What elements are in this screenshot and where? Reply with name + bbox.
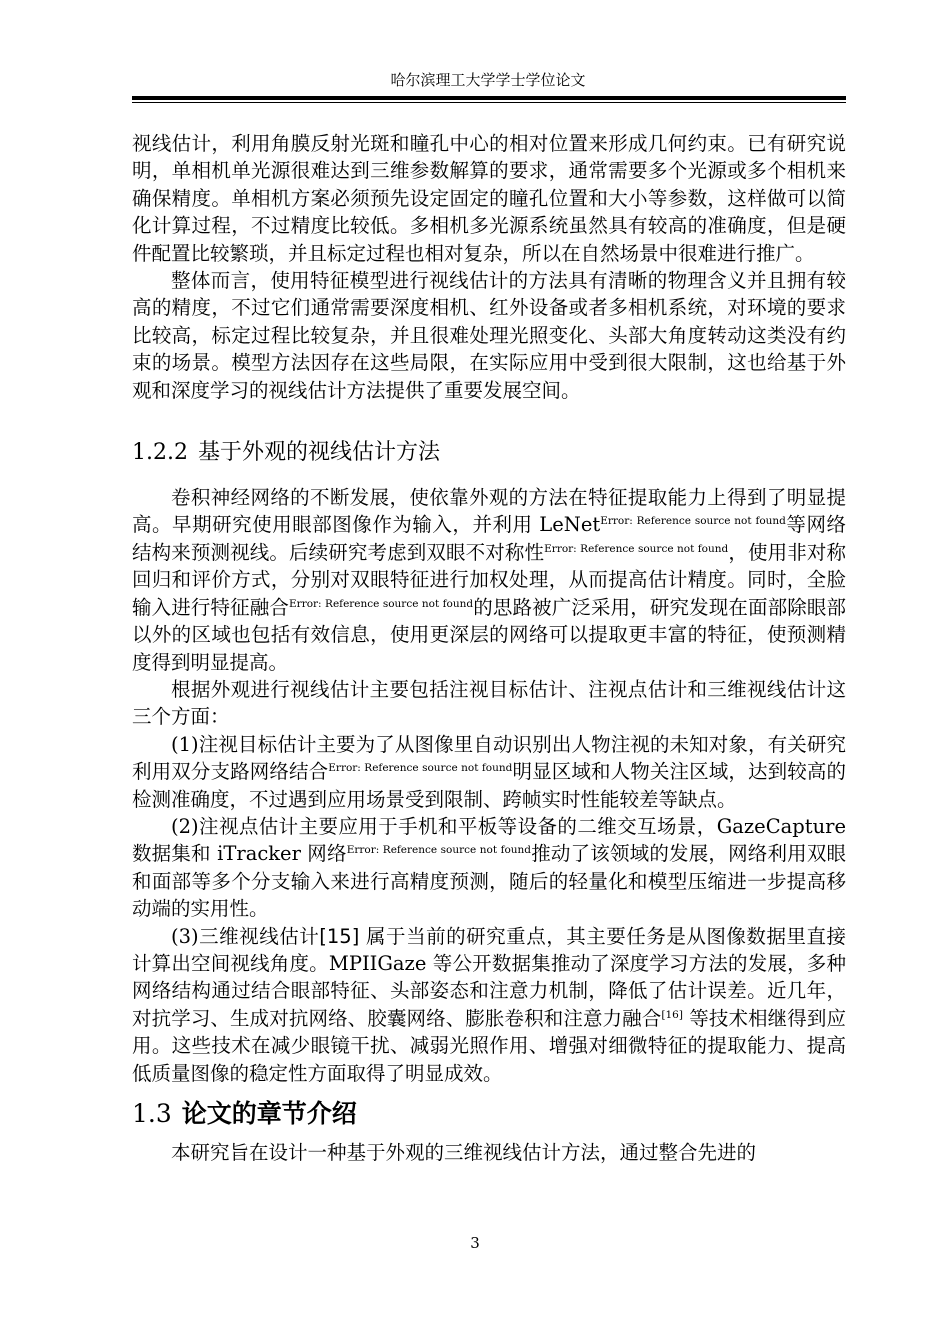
text-run: (2)注视点估计主要应用于手机和平板等设备的二维交互场景， [171,814,717,838]
citation: [15] [319,924,360,948]
page-body [132,130,846,1166]
citation-error: Error: Reference source not found [289,597,474,610]
section-title: 论文的章节介绍 [181,1099,357,1128]
text-run: ，使用非对称回归和评价方式，分别对双眼特征进行加权处理，从而提高估计精度。同时，全脸输入进行特征融合 [132,540,846,619]
text-run: 属于当前的研究重点，其主要任务是从图像数据里直接计算出空间视线角度。MPIIGaze 等公开数据集推动了深度学习方法的发展，多种网络结构通过结合眼部特征、头部姿态和注意力机制，降低了估计误差。近几年，对抗学习、生成对抗网络、胶囊网络、膨胀卷积和注意力融合 [132,924,847,1030]
intro-paragraph-2: 整体而言，使用特征模型进行视线估计的方法具有清晰的物理含义并且拥有较高的精度，不过它们通常需要深度相机、红外设备或者多相机系统，对环境的要求比较高，标定过程比较复杂，并且很难处理光照变化、头部大角度转动这类没有约束的场景。模型方法因存在这些局限，在实际应用中受到很大限制，这也给基于外观和深度学习的视线估计方法提供了重要发展空间。 [132,269,846,402]
list-item-2 [132,813,846,923]
text-run: 等技术相继得到应用。这些技术在减少眼镜干扰、减弱光照作用、增强对细微特征的提取能力、提高低质量图像的稳定性方面取得了明显成效。 [132,1006,846,1085]
text-run: (3)三维视线估计 [171,924,320,948]
text-run: (1)注视目标估计主要为了从图像里自动识别出人物注视的未知对象，有关研究利用双分支路网络结合 [132,732,846,784]
section-title: 基于外观的视线估计方法 [197,440,440,466]
section-heading-1-2-2 [132,438,846,468]
citation-error: Error: Reference source not found [328,762,513,775]
citation-error: Error: Reference source not found [346,844,532,857]
section-paragraph-1 [132,484,846,676]
citation-error: Error: Reference source not found [544,542,729,555]
text-run: 明显区域和人物关注区域，达到较高的检测准确度，不过遇到应用场景受到限制、跨帧实时性能较差等缺点。 [132,760,846,811]
citation-error: Error: Reference source not found [600,515,786,528]
text-run: 数据集和 iTracker 网络 [132,842,347,866]
citation-superscript: [16] [661,1008,683,1021]
running-header: 哈尔滨理工大学学士学位论文 [390,71,586,89]
text-run: 卷积神经网络的不断发展，使依靠外观的方法在特征提取能力上得到了明显提高。早期研究使用眼部图像作为输入，并利用 LeNet [132,486,846,537]
list-item-3 [132,923,846,1087]
header-rule-thin [132,102,846,103]
section-paragraph-2: 根据外观进行视线估计主要包括注视目标估计、注视点估计和三维视线估计这三个方面： [132,677,846,729]
header-rule-thick [132,96,846,100]
text-run: 的思路被广泛采用，研究发现在面部除眼部以外的区域也包括有效信息，使用更深层的网络可以提取更丰富的特征，使预测精度得到明显提高。 [132,595,846,674]
text-run: 等网络结构来预测视线。后续研究考虑到双眼不对称性 [132,513,846,564]
text-run: GazeCapture [716,814,846,838]
section-heading-1-3 [132,1097,846,1131]
page-number: 3 [470,1234,480,1252]
section-number: 1.2.2 [132,440,188,466]
text-run: 推动了该领域的发展，网络利用双眼和面部等多个分支输入来进行高精度预测，随后的轻量化和模型压缩进一步提高移动端的实用性。 [132,842,847,921]
list-item-1 [132,731,846,813]
section-number: 1.3 [132,1099,172,1128]
section-1-3-paragraph-1: 本研究旨在设计一种基于外观的三维视线估计方法，通过整合先进的 [171,1141,757,1164]
intro-paragraph-1: 视线估计，利用角膜反射光斑和瞳孔中心的相对位置来形成几何约束。已有研究说明，单相机单光源很难达到三维参数解算的要求，通常需要多个光源或多个相机来确保精度。单相机方案必须预先设定固定的瞳孔位置和大小等参数，这样做可以简化计算过程，不过精度比较低。多相机多光源系统虽然具有较高的准确度，但是硬件配置比较繁琐，并且标定过程也相对复杂，所以在自然场景中很难进行推广。 [132,132,846,265]
